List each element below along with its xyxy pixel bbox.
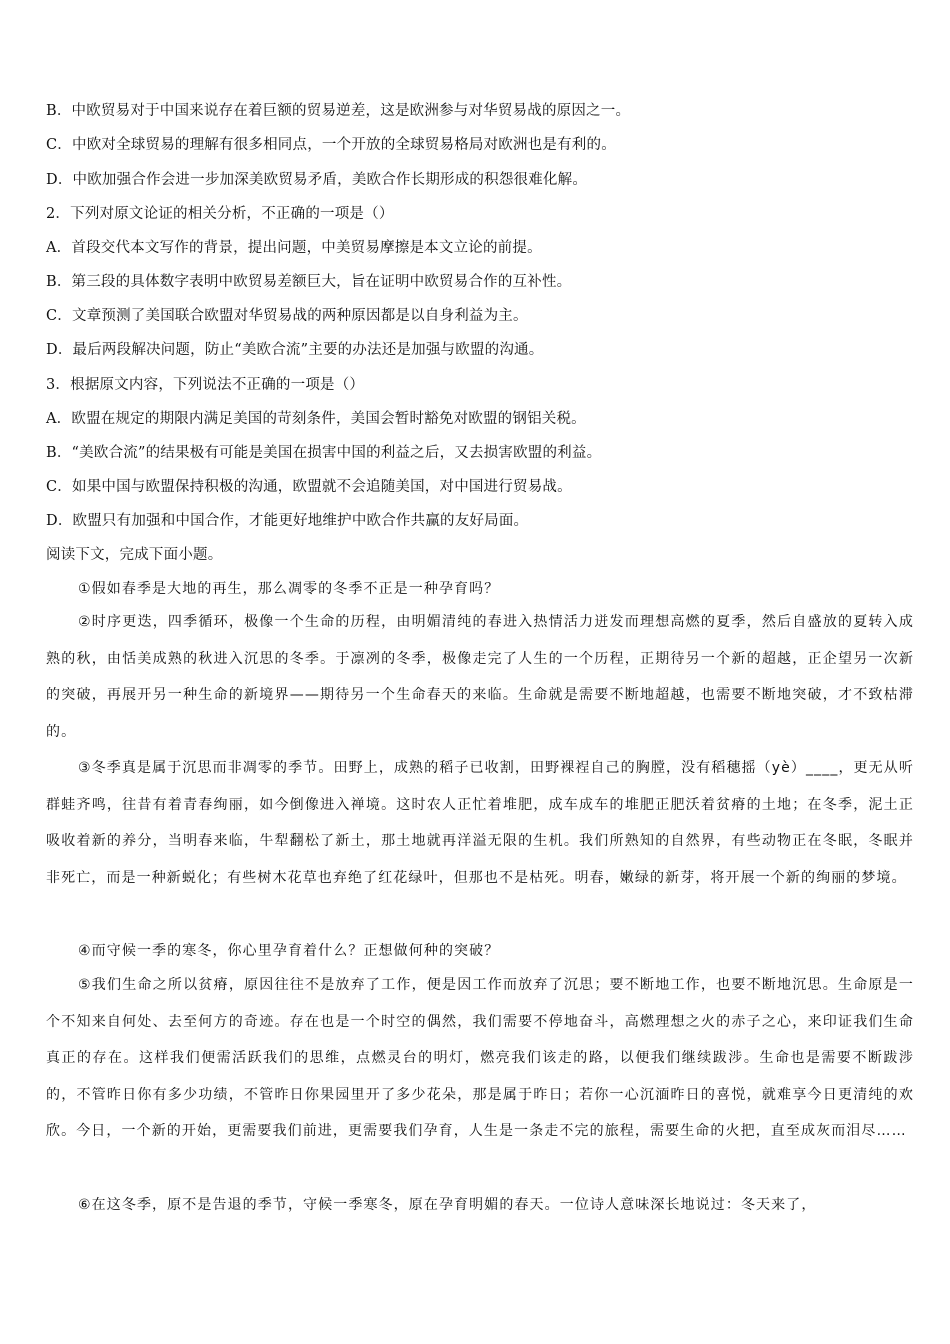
passage-paragraph-4: ④而守候一季的寒冬，你心里孕育着什么？正想做何种的突破？ [78, 943, 500, 959]
option-3c: C．如果中国与欧盟保持积极的沟通，欧盟就不会追随美国，对中国进行贸易战。 [46, 479, 572, 495]
option-3b: B．“美欧合流”的结果极有可能是美国在损害中国的利益之后，又去损害欧盟的利益。 [46, 445, 602, 461]
passage-paragraph-5: ⑤我们生命之所以贫瘠，原因往往不是放弃了工作，便是因工作而放弃了沉思；要不断地工作，也要不断地沉思。生命原是一个不知来自何处、去至何方的奇迹。存在也是一个时空的偶然，我们需要不停地奋斗，高燃理想之火的赤子之心，来印证我们生命真正的存在。这样我们便需活跃我们的思维，点燃灵台的明灯，燃亮我们该走的路，以便我们继续跋涉。生命也是需要不断跋涉的，不管昨日你有多少功绩，不管昨日你果园里开了多少花朵，那是属于昨日；若你一心沉湎昨日的喜悦，就难享今日更清纯的欢欣。今日，一个新的开始，更需要我们前进，更需要我们孕育，人生是一条走不完的旅程，需要生命的火把，直至成灰而泪尽…… [46, 977, 914, 1140]
option-1b: B．中欧贸易对于中国来说存在着巨额的贸易逆差，这是欧洲参与对华贸易战的原因之一。 [46, 103, 631, 119]
option-3d: D．欧盟只有加强和中国合作，才能更好地维护中欧合作共赢的友好局面。 [46, 513, 529, 529]
option-2c: C．文章预测了美国联合欧盟对华贸易战的两种原因都是以自身利益为主。 [46, 308, 528, 324]
passage-paragraph-3: ③冬季真是属于沉思而非凋零的季节。田野上，成熟的稻子已收割，田野裸裎自己的胸膛，没有稻穗摇（yè）____，更无从听群蛙齐鸣，往昔有着青春绚丽，如今倒像进入禅境。这时农人正忙着堆肥，成车成车的堆肥正肥沃着贫瘠的土地；在冬季，泥土正吸收着新的养分，当明春来临，牛犁翻松了新土，那土地就再洋溢无限的生机。我们所熟知的自然界，有些动物正在冬眠，冬眠并非死亡，而是一种新蜕化；有些树木花草也弃绝了红花绿叶，但那也不是枯死。明春，嫩绿的新芽，将开展一个新的绚丽的梦境。 [46, 760, 914, 886]
option-1d: D．中欧加强合作会进一步加深美欧贸易矛盾，美欧合作长期形成的积怨很难化解。 [46, 172, 588, 188]
reading-instruction: 阅读下文，完成下面小题。 [46, 547, 223, 563]
option-2d: D．最后两段解决问题，防止“美欧合流”主要的办法还是加强与欧盟的沟通。 [46, 342, 544, 358]
option-3a: A．欧盟在规定的期限内满足美国的苛刻条件，美国会暂时豁免对欧盟的钢铝关税。 [46, 411, 586, 427]
option-2a: A．首段交代本文写作的背景，提出问题，中美贸易摩擦是本文立论的前提。 [46, 240, 542, 256]
option-1c: C．中欧对全球贸易的理解有很多相同点，一个开放的全球贸易格局对欧洲也是有利的。 [46, 137, 616, 153]
question-2-stem: 2．下列对原文论证的相关分析，不正确的一项是（） [46, 206, 394, 222]
passage-paragraph-1: ①假如春季是大地的再生，那么凋零的冬季不正是一种孕育吗？ [78, 581, 500, 597]
passage-paragraph-2: ②时序更迭，四季循环，极像一个生命的历程，由明媚清纯的春进入热情活力迸发而理想高燃的夏季，然后自盛放的夏转入成熟的秋，由恬美成熟的秋进入沉思的冬季。于凛冽的冬季，极像走完了人生的一个历程，正期待另一个新的超越，正企望另一次新的突破，再展开另一种生命的新境界——期待另一个生命春天的来临。生命就是需要不断地超越，也需要不断地突破，才不致枯滞的。 [46, 614, 914, 740]
passage-paragraph-6: ⑥在这冬季，原不是告退的季节，守候一季寒冬，原在孕育明媚的春天。一位诗人意味深长地说过：冬天来了， [78, 1197, 817, 1213]
question-3-stem: 3．根据原文内容，下列说法不正确的一项是（） [46, 377, 365, 393]
option-2b: B．第三段的具体数字表明中欧贸易差额巨大，旨在证明中欧贸易合作的互补性。 [46, 274, 572, 290]
